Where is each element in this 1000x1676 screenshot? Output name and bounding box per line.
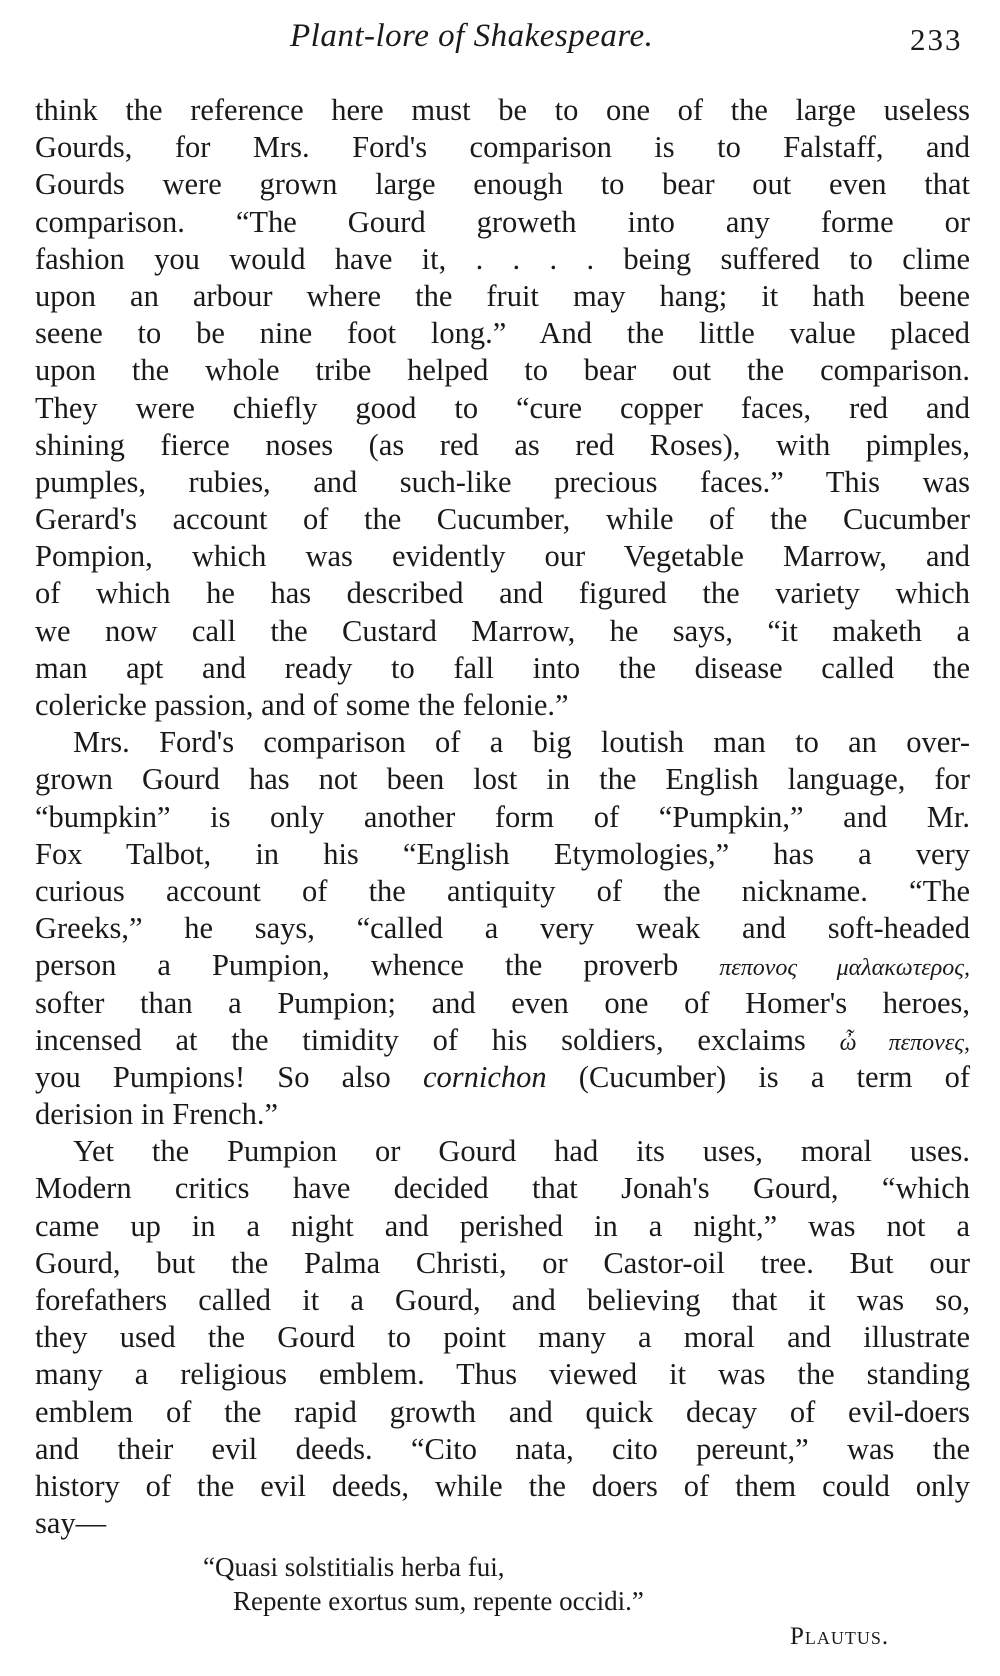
page-body — [35, 92, 971, 1650]
text-line: derision in French.” — [35, 1097, 279, 1132]
text-line: “bumpkin” is only another form of “Pumpkin,” and Mr. — [35, 799, 970, 834]
text-line: came up in a night and perished in a night,” was not a — [35, 1208, 970, 1243]
verse-line: Repente exortus sum, repente occidi.” — [233, 1586, 644, 1616]
page-number: 233 — [910, 22, 963, 57]
text-line-with-greek — [35, 947, 970, 984]
text-line: many a religious emblem. Thus viewed it was the standing — [35, 1357, 970, 1392]
text-line: emblem of the rapid growth and quick decay of evil-doers — [35, 1394, 970, 1429]
page-header — [0, 18, 1000, 68]
text-line-with-greek — [35, 1022, 970, 1059]
text-line: Gourds were grown large enough to bear out even that — [35, 167, 970, 202]
italic-word: cornichon — [422, 1059, 547, 1094]
text-line: and their evil deeds. “Cito nata, cito pereunt,” was the — [35, 1431, 970, 1466]
text-line: Yet the Pumpion or Gourd had its uses, moral uses. — [73, 1134, 970, 1169]
greek-exclamation: ὦ πεπονες, — [839, 1029, 971, 1056]
paragraph-1 — [35, 92, 970, 724]
text-line: shining fierce noses (as red as red Roses), with pimples, — [35, 427, 970, 462]
text-line: softer than a Pumpion; and even one of Homer's heroes, — [35, 985, 970, 1020]
text-line: Gourds, for Mrs. Ford's comparison is to Falstaff, and — [35, 130, 970, 165]
text-line: Gourd, but the Palma Christi, or Castor-oil tree. But our — [35, 1245, 970, 1280]
text-line: comparison. “The Gourd groweth into any forme or — [35, 204, 970, 239]
text-line: think the reference here must be to one of the large useless — [35, 93, 970, 127]
text-fragment: (Cucumber) is a term of — [578, 1059, 971, 1094]
text-line: They were chiefly good to “cure copper faces, red and — [35, 390, 970, 425]
text-line: curious account of the antiquity of the nickname. “The — [35, 873, 970, 908]
text-line: Greeks,” he says, “called a very weak and soft-headed — [35, 911, 970, 946]
text-line: colericke passion, and of some the felonie.” — [35, 688, 569, 722]
text-line: they used the Gourd to point many a moral and illustrate — [35, 1320, 970, 1355]
text-line: Mrs. Ford's comparison of a big loutish man to an over- — [73, 725, 970, 760]
text-line: pumples, rubies, and such-like precious faces.” This was — [35, 464, 970, 499]
text-line: Fox Talbot, in his “English Etymologies,” has a very — [35, 836, 970, 871]
text-line: fashion you would have it, . . . . being suffered to clime — [35, 241, 970, 276]
text-line-with-italic — [35, 1059, 970, 1096]
text-line: Modern critics have decided that Jonah's Gourd, “which — [35, 1171, 970, 1206]
text-line: man apt and ready to fall into the disease called the — [35, 650, 970, 685]
text-fragment: person a Pumpion, whence the proverb — [35, 948, 679, 983]
verse-attribution: Plautus. — [790, 1623, 890, 1650]
text-fragment: incensed at the timidity of his soldiers, exclaims — [35, 1022, 806, 1057]
text-line: forefathers called it a Gourd, and believing that it was so, — [35, 1283, 970, 1317]
text-line: upon an arbour where the fruit may hang; it hath beene — [35, 278, 970, 313]
text-line: history of the evil deeds, while the doers of them could only — [35, 1468, 970, 1503]
running-title: Plant-lore of Shakespeare. — [290, 18, 654, 54]
text-line: we now call the Custard Marrow, he says, “it maketh a — [35, 613, 970, 648]
text-line: say— — [35, 1506, 107, 1541]
verse-line: “Quasi solstitialis herba fui, — [203, 1552, 505, 1582]
paragraph-3 — [35, 1133, 970, 1542]
greek-proverb: πεπονος μαλακωτερος, — [719, 955, 971, 982]
text-line: upon the whole tribe helped to bear out the comparison. — [35, 353, 970, 388]
text-line: of which he has described and figured the variety which — [35, 576, 970, 611]
text-line: Pompion, which was evidently our Vegetable Marrow, and — [35, 539, 970, 574]
text-line: Gerard's account of the Cucumber, while of the Cucumber — [35, 502, 970, 537]
text-fragment: you Pumpions! So also — [35, 1059, 391, 1094]
paragraph-2 — [35, 724, 970, 1133]
text-line: grown Gourd has not been lost in the English language, for — [35, 762, 970, 797]
text-line: seene to be nine foot long.” And the little value placed — [35, 316, 970, 351]
